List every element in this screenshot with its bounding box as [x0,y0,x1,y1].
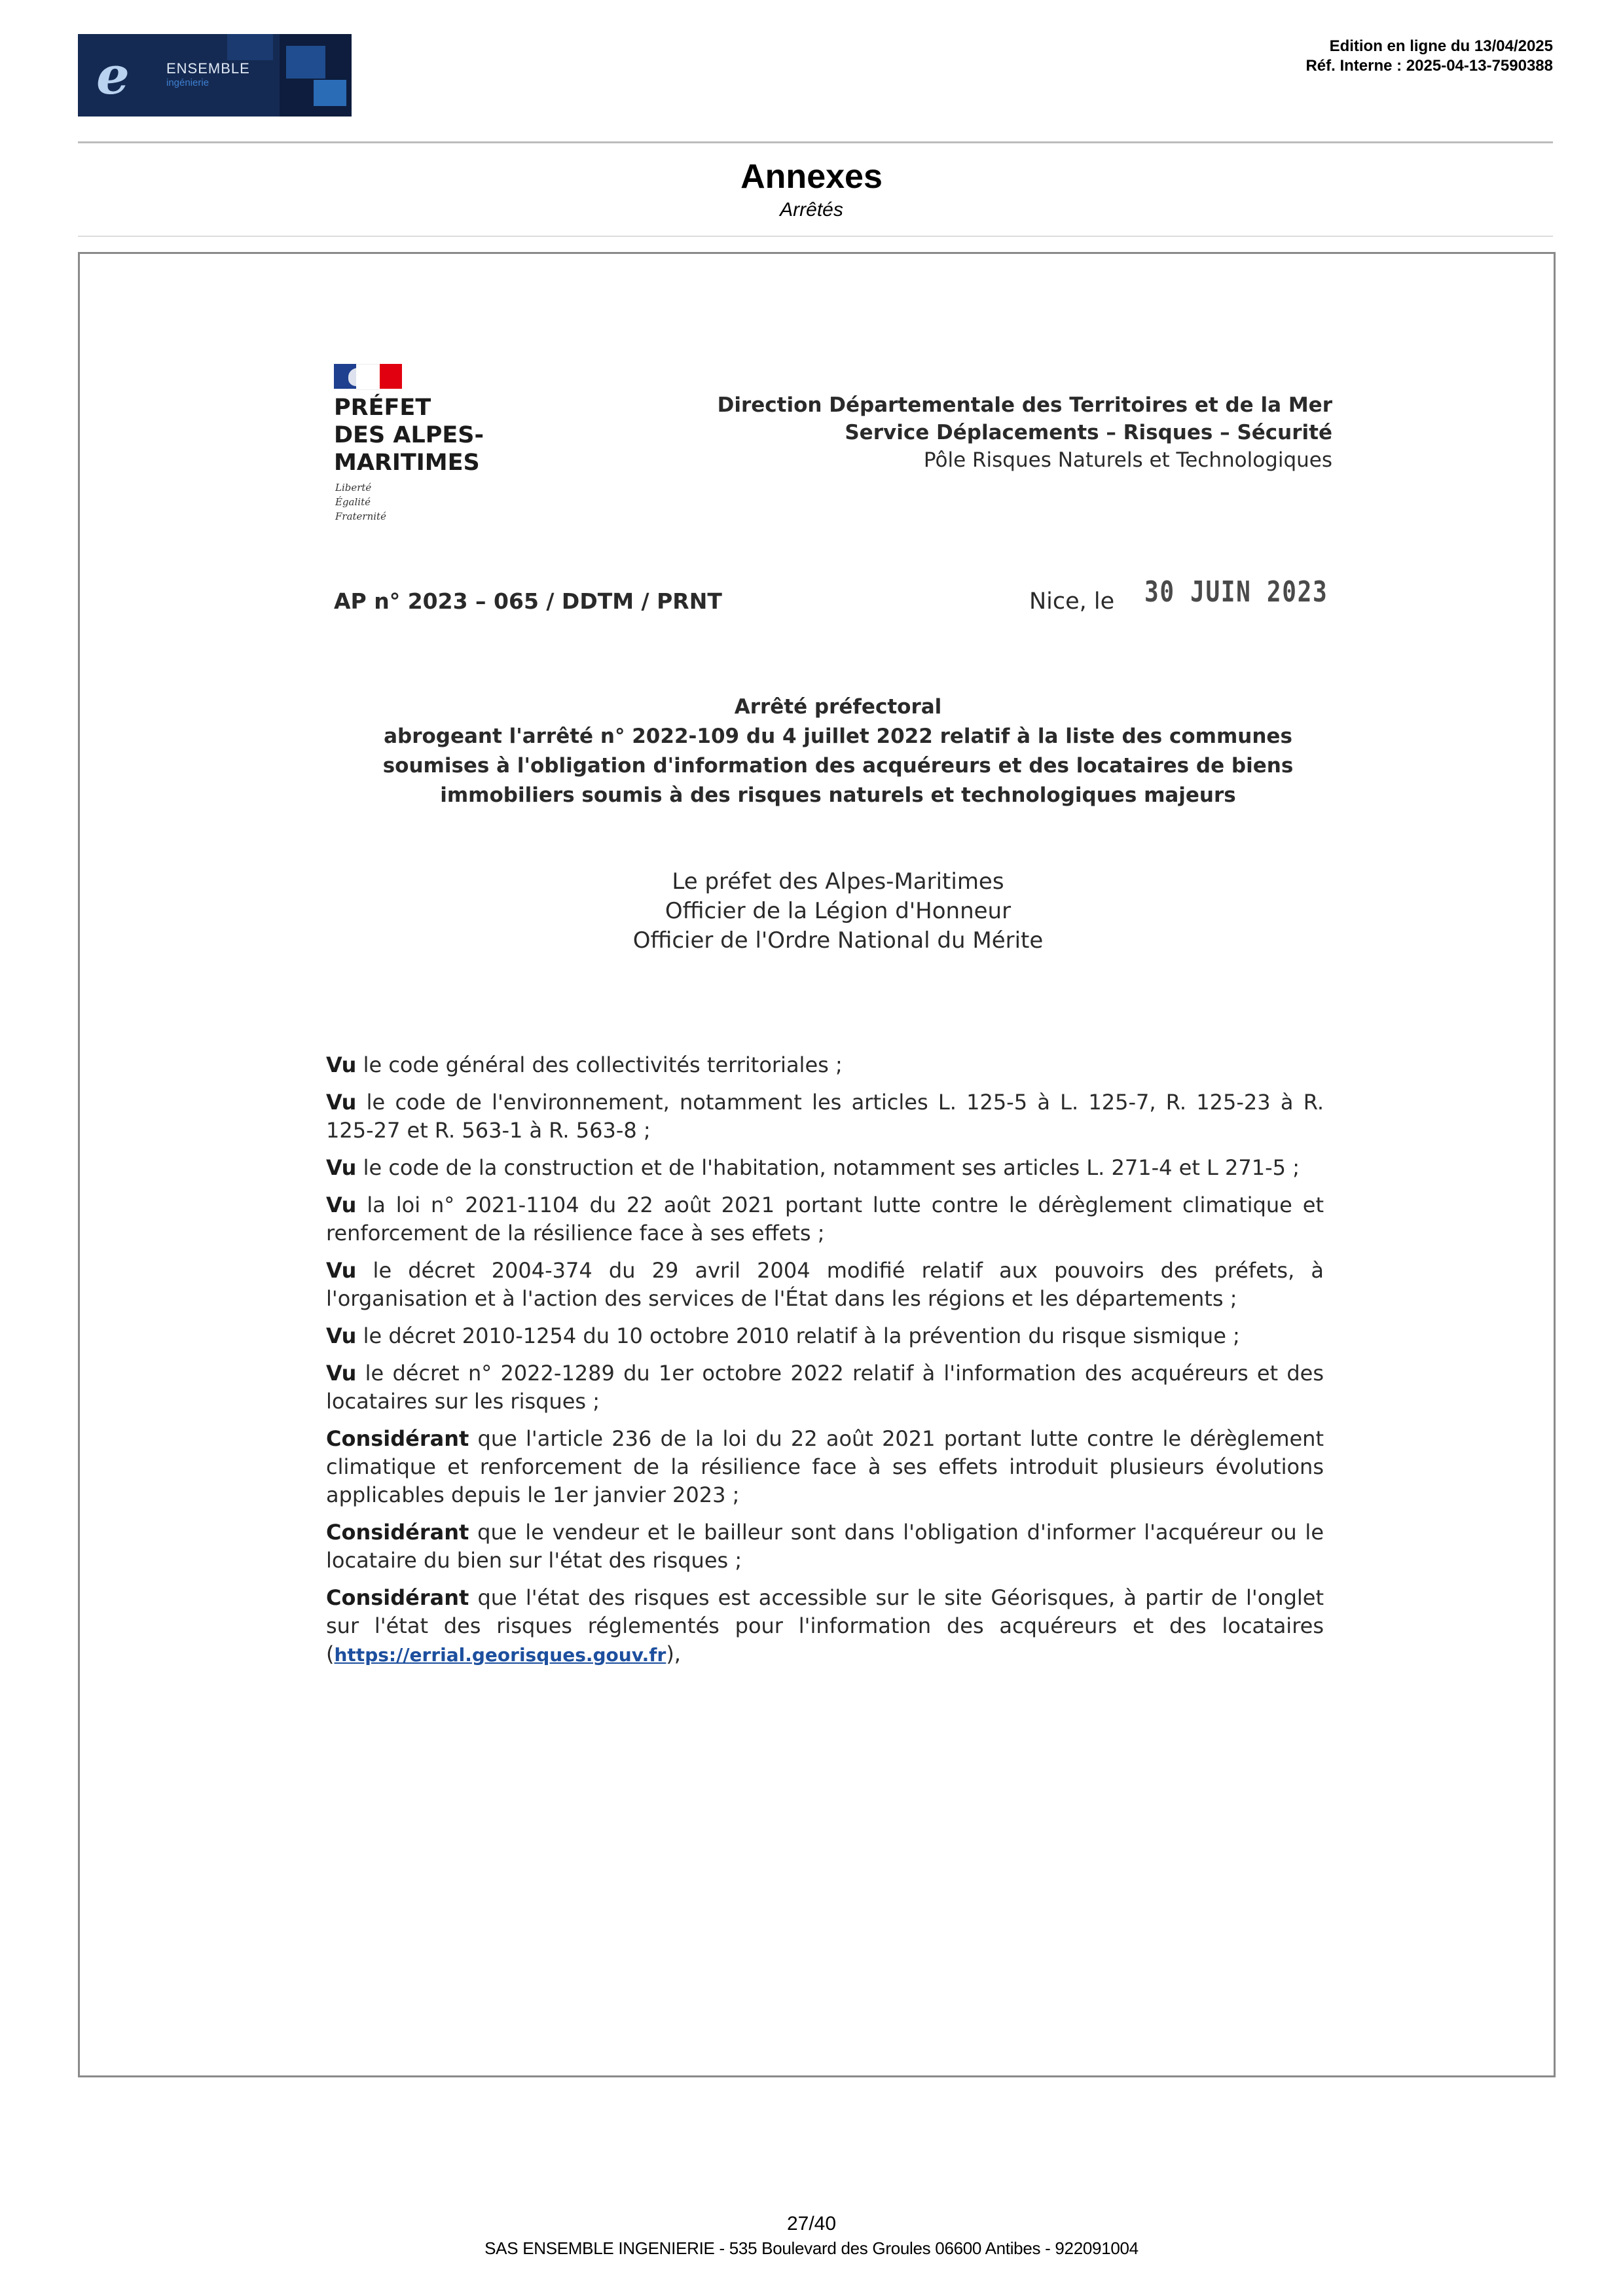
header-divider [78,141,1553,143]
motto-line: Égalité [335,496,371,508]
consideration-item [326,1518,1324,1575]
direction-name: Direction Départementale des Territoires et de la Mer [717,393,1332,417]
consideration-keyword: Considérant [326,1520,469,1545]
decree-title-line: soumises à l'obligation d'information des acquéreurs et des locataires de biens [382,754,1294,778]
logo-subtitle: ingénierie [166,77,210,88]
service-name: Service Déplacements – Risques – Sécurité [845,421,1332,444]
consideration-text: la loi n° 2021-1104 du 22 août 2021 portant lutte contre le dérèglement climatique et renforcement de la résilience face à ses effets ; [326,1193,1324,1246]
consideration-text: que l'état des risques est accessible sur le site Géorisques, à partir de l'onglet sur l'état des risques réglementés pour l'information des acquéreurs et des locataires ( [326,1585,1324,1666]
consideration-keyword: Vu [326,1052,357,1077]
motto-line: Liberté [335,482,372,493]
company-footer: SAS ENSEMBLE INGENIERIE - 535 Boulevard des Groules 06600 Antibes - 922091004 [484,2238,1139,2258]
consideration-keyword: Considérant [326,1585,469,1610]
prefecture-line: MARITIMES [334,450,480,476]
section-title: Annexes [740,158,883,196]
prefect-title-line: Officier de l'Ordre National du Mérite [632,927,1044,954]
section-divider [78,236,1553,237]
place-label: Nice, le [1029,588,1115,615]
decree-title-line: immobiliers soumis à des risques naturels et technologiques majeurs [440,783,1236,807]
decree-title: Arrêté préfectoral [734,695,942,719]
logo-mark-icon: e [96,45,130,106]
prefect-titles [484,867,1192,956]
republic-motto [335,480,386,524]
logo-word: ENSEMBLE [166,60,250,77]
date-stamp: 30 JUIN 2023 [1144,575,1328,609]
section-subtitle: Arrêtés [780,199,843,221]
considerations-list [326,1051,1324,1678]
prefecture-line: DES ALPES- [334,422,484,448]
pole-name: Pôle Risques Naturels et Technologiques [923,448,1332,472]
consideration-item [326,1088,1324,1145]
consideration-text: le code de la construction et de l'habitation, notamment ses articles L. 271-4 et L 271-5 ; [356,1155,1300,1180]
consideration-text: le décret 2004-374 du 29 avril 2004 modifié relatif aux pouvoirs des préfets, à l'organisation et à l'action des services de l'État dans les régions et les départements ; [326,1258,1324,1311]
decree-title-line: abrogeant l'arrêté n° 2022-109 du 4 juillet 2022 relatif à la liste des communes [384,725,1292,748]
georisques-link[interactable]: https://errial.georisques.gouv.fr [334,1644,666,1666]
consideration-item [326,1051,1324,1079]
consideration-keyword: Vu [326,1361,357,1386]
decree-heading [354,692,1322,810]
consideration-text: que le vendeur et le bailleur sont dans l'obligation d'informer l'acquéreur ou le locataire du bien sur l'état des risques ; [326,1520,1324,1573]
consideration-text: le décret n° 2022-1289 du 1er octobre 2022 relatif à l'information des acquéreurs et des locataires sur les risques ; [326,1361,1324,1414]
consideration-item [326,1359,1324,1416]
consideration-item [326,1257,1324,1313]
consideration-keyword: Vu [326,1323,357,1348]
consideration-keyword: Considérant [326,1426,469,1451]
consideration-item [326,1584,1324,1669]
consideration-keyword: Vu [326,1258,357,1283]
page-number: 27/40 [786,2213,837,2234]
header-meta [1305,37,1553,76]
prefect-title-line: Officier de la Légion d'Honneur [665,898,1012,924]
prefecture-name [334,394,484,476]
internal-reference: Réf. Interne : 2025-04-13-7590388 [1305,57,1553,75]
edition-date: Edition en ligne du 13/04/2025 [1329,37,1553,55]
consideration-keyword: Vu [326,1155,357,1180]
prefect-title-line: Le préfet des Alpes-Maritimes [672,869,1004,895]
consideration-text: le code de l'environnement, notamment les articles L. 125-5 à L. 125-7, R. 125-23 à R. 125-27 et R. 563-1 à R. 563-8 ; [326,1090,1324,1143]
consideration-item [326,1154,1324,1182]
motto-line: Fraternité [335,511,386,522]
consideration-text-end: ), [666,1641,681,1666]
consideration-item [326,1191,1324,1247]
prefecture-line: PRÉFET [334,395,431,421]
consideration-item [326,1322,1324,1350]
company-logo [78,34,352,117]
consideration-text: le code général des collectivités territoriales ; [356,1052,843,1077]
issuing-direction [718,391,1332,474]
decree-number: AP n° 2023 – 065 / DDTM / PRNT [334,588,722,614]
consideration-keyword: Vu [326,1090,357,1115]
marianne-flag-icon [334,364,402,389]
consideration-item [326,1425,1324,1509]
consideration-text: le décret 2010-1254 du 10 octobre 2010 relatif à la prévention du risque sismique ; [356,1323,1240,1348]
consideration-text: que l'article 236 de la loi du 22 août 2021 portant lutte contre le dérèglement climatique et renforcement de la résilience face à ses effets introduit plusieurs évolutions applicables depuis le 1er janvier 2023 ; [326,1426,1324,1507]
consideration-keyword: Vu [326,1193,357,1217]
